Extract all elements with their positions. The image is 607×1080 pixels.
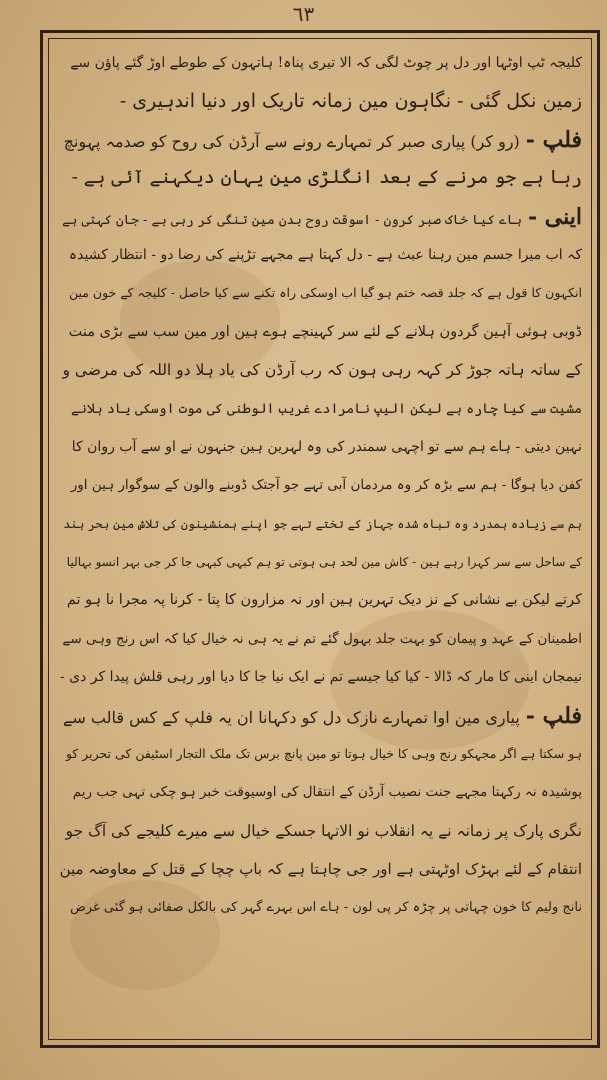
line-text: کفن دیا ہوگا - ہم سے بڑہ کر وہ مردمان آبی تہے جو آجتک ڈوبنے والون کے سوگوار ہین اور: [70, 477, 582, 494]
text-line: [60, 543, 582, 581]
line-text: انتقام کے لئے بہڑک اوٹہتی ہے اور جی چاہتا ہے کہ باپ چچا کے قتل کے معاوضہ مین: [60, 860, 582, 879]
line-text: نانج ولیم کا خون چہاتی پر چڑہ کر پی لون - ہاے اس بہرے گہر کی بالکل صفائی ہو گئی غرض: [70, 899, 582, 915]
speaker-name: فلپ -: [525, 702, 582, 729]
line-text: کے ساحل سے سر کہرا رہے ہین - کاش مین لحد ہی ہوتی تو ہم کبہی کبہی جا کر جی بہر انسو بہالیا: [66, 555, 582, 570]
line-text: پوشیدہ نہ رکہتا مجہے جنت نصیب آرڈن کے انتقال کی اوسیوقت خبر ہو چکی تہی جب ریم: [72, 784, 582, 801]
text-line: [60, 82, 582, 120]
text-line: [60, 428, 582, 466]
line-text: کلیجہ ٹپ اوٹہا اور دل پر چوٹ لگی کہ الا تیری پناہ! ہاتہون کے طوطے اوڑ گئے پاؤن سے: [70, 55, 582, 71]
line-text: ہم سے زیادہ ہمدرد وہ تباہ شدہ جہاز کے تختے تہے جو اپنے ہمنشینون کی تلاش مین بحر ہند: [63, 516, 582, 531]
text-line: [60, 159, 582, 197]
line-text: رہا ہے جو مرنے کے بعد انگلڑی مین یہان دیکہنے آئی ہے -: [71, 167, 582, 189]
line-text: کے ساتہ ہاتہ جوڑ کر کہہ رہی ہون کہ رب آرڈن کی یاد ہلا دو اللہ کی مرضی و: [62, 361, 582, 380]
page-number: ٦٣: [292, 2, 315, 26]
line-text: نہین دیتی - ہاے ہم سے تو اچہی سمندر کی وہ لہرین ہین جنہون نے او سے آب روان کا: [71, 438, 582, 455]
text-line: [60, 466, 582, 504]
line-text: ہو سکتا ہے اگر مجہکو رنج وہی کا خیال ہوتا تو مین پانچ برس تک ملک التجار اسٹیفن کی تحریر کو: [65, 746, 582, 762]
line-text: انکہون کا قول ہے کہ جلد قصہ ختم ہو گیا اب اوسکی راہ تکنے سے کیا حاصل - کلیجہ کے خون مین: [68, 285, 582, 301]
line-text: زمین نکل گئی - نگاہون مین زمانہ تاریک اور دنیا اندہیری -: [119, 90, 582, 113]
text-line: [60, 658, 582, 696]
line-text: مشیت سے کیا چارہ ہے لیکن الیپ نامرادے غریب الوطنی کی موت اوسکی یاد ہلانے: [71, 400, 582, 417]
line-text: کہ اب میرا جسم مین رہنا عبث ہے - دل کہتا ہے مجہے تڑپنے کی رضا دو - انتظار کشیدہ: [68, 246, 582, 263]
text-line: [60, 121, 582, 159]
text-line: [60, 812, 582, 850]
text-line: [60, 697, 582, 735]
text-line: [60, 44, 582, 82]
line-text: پیاری مین اوا تمہارے نازک دل کو دکہانا ان یہ فلپ کے کس قالب سے: [63, 707, 520, 727]
text-line: [60, 620, 582, 658]
speaker-name: فلپ -: [525, 126, 582, 153]
body-text: [60, 44, 582, 1040]
text-line: [60, 198, 582, 236]
text-line: [60, 505, 582, 543]
line-text: نگری پارک پر زمانہ نے یہ انقلاب نو الاتہا جسکے خیال سے میرے کلیجے کی آگ جو: [65, 821, 582, 840]
line-text: نیمجان اینی کا مار کہ ڈالا - کیا کیا جیسے تم نے ایک نیا جا کا دیا اور رہی قلش پیدا کر دی -: [60, 669, 582, 686]
line-text: ہاے کیا خاک صبر کرون - اسوقت روح بدن مین تنگی کر رہی ہے - جان کہتی ہے: [62, 212, 522, 228]
text-line: [60, 236, 582, 274]
text-line: [60, 581, 582, 619]
line-text: (رو کر) پیاری صبر کر تمہارے رونے سے آرڈن کی روح کو صدمہ پہونچ: [63, 131, 520, 151]
text-line: [60, 773, 582, 811]
text-line: [60, 274, 582, 312]
text-line: [60, 351, 582, 389]
text-line: [60, 390, 582, 428]
text-line: [60, 889, 582, 927]
speaker-name: اینی -: [527, 203, 582, 230]
line-text: ڈوبی ہوئی آہین گردون ہلانے کے لئے سر کہینچے ہوے ہین اور مین سب سے بڑی منت: [68, 323, 582, 340]
line-text: کرتے لیکن بے نشانی کے نز دیک تہرین ہین اور نہ مزارون کا پتا - کرنا پہ مجرا نا ہو تم: [66, 592, 582, 609]
line-text: اطمینان کے عہد و پیمان کو بہت جلد بہول گئے تم نے یہ ہی نہ خیال کیا کہ اس رنج وہی سے: [62, 630, 582, 647]
text-line: [60, 850, 582, 888]
text-line: [60, 735, 582, 773]
text-line: [60, 313, 582, 351]
